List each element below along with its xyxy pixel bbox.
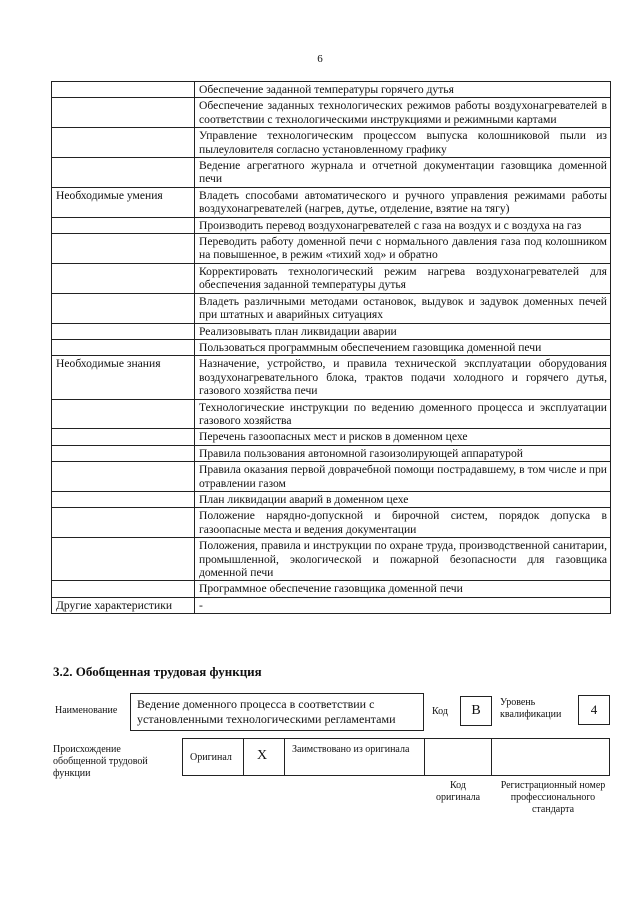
table-row bbox=[52, 429, 611, 445]
table-row bbox=[52, 293, 611, 323]
table-row bbox=[52, 597, 611, 613]
row-label bbox=[52, 98, 195, 128]
row-text: Обеспечение заданной температуры горячего дутья bbox=[195, 82, 611, 98]
row-label: Необходимые знания bbox=[52, 356, 195, 399]
competency-table bbox=[51, 81, 611, 614]
row-text: Перечень газоопасных мест и рисков в доменном цехе bbox=[195, 429, 611, 445]
row-label bbox=[52, 429, 195, 445]
name-label: Наименование bbox=[55, 705, 118, 716]
table-row bbox=[52, 187, 611, 217]
reg-number-caption: Регистрационный номер профессионального стандарта bbox=[500, 780, 606, 815]
row-text: Владеть способами автоматического и ручного управления режимами работы воздухонагревателей (нагрев, дутье, отделение, взятие на тягу) bbox=[195, 187, 611, 217]
divider bbox=[424, 738, 425, 776]
row-text: Управление технологическим процессом выпуска колошниковой пыли из пылеуловителя согласно установленному графику bbox=[195, 128, 611, 158]
table-row bbox=[52, 491, 611, 507]
row-label bbox=[52, 399, 195, 429]
table-row bbox=[52, 399, 611, 429]
table-row bbox=[52, 323, 611, 339]
table-row bbox=[52, 339, 611, 355]
divider bbox=[243, 738, 244, 776]
table-row bbox=[52, 263, 611, 293]
row-label bbox=[52, 491, 195, 507]
table-row bbox=[52, 128, 611, 158]
origin-label: Происхождение обобщенной трудовой функции bbox=[53, 744, 148, 779]
row-text: Владеть различными методами остановок, выдувок и задувок доменных печей при штатных и аварийных ситуациях bbox=[195, 293, 611, 323]
table-row bbox=[52, 581, 611, 597]
code-label: Код bbox=[432, 706, 448, 717]
code-original-caption: Код оригинала bbox=[435, 780, 481, 803]
table-row bbox=[52, 234, 611, 264]
borrowed-label: Заимствовано из оригинала bbox=[292, 744, 410, 755]
row-text: Правила пользования автономной газоизолирующей аппаратурой bbox=[195, 445, 611, 461]
row-label bbox=[52, 538, 195, 581]
row-text: Правила оказания первой доврачебной помощи пострадавшему, в том числе и при отравлении газом bbox=[195, 462, 611, 492]
row-label bbox=[52, 234, 195, 264]
row-text: Программное обеспечение газовщика доменной печи bbox=[195, 581, 611, 597]
row-label bbox=[52, 445, 195, 461]
row-label bbox=[52, 158, 195, 188]
table-row bbox=[52, 158, 611, 188]
row-label bbox=[52, 263, 195, 293]
original-label: Оригинал bbox=[190, 752, 232, 763]
original-checkmark: X bbox=[257, 748, 268, 763]
row-text: Ведение агрегатного журнала и отчетной документации газовщика доменной печи bbox=[195, 158, 611, 188]
row-text: Переводить работу доменной печи с нормального давления газа под колошником на повышенное, в режим «тихий ход» и обратно bbox=[195, 234, 611, 264]
row-label bbox=[52, 462, 195, 492]
table-row bbox=[52, 217, 611, 233]
row-label bbox=[52, 293, 195, 323]
row-label bbox=[52, 128, 195, 158]
table-row bbox=[52, 82, 611, 98]
row-label: Другие характеристики bbox=[52, 597, 195, 613]
page-number: 6 bbox=[317, 53, 323, 65]
code-value: В bbox=[460, 696, 492, 726]
row-label bbox=[52, 82, 195, 98]
row-text: Реализовывать план ликвидации аварии bbox=[195, 323, 611, 339]
table-row bbox=[52, 445, 611, 461]
row-text: Назначение, устройство, и правила технической эксплуатации оборудования воздухонагревательного блока, трактов подачи холодного и горячего дутья, газового хозяйства печи bbox=[195, 356, 611, 399]
row-label bbox=[52, 581, 195, 597]
divider bbox=[284, 738, 285, 776]
divider bbox=[491, 738, 492, 776]
row-text: Корректировать технологический режим нагрева воздухонагревателей для обеспечения заданной температуры дутья bbox=[195, 263, 611, 293]
table-row bbox=[52, 538, 611, 581]
level-value: 4 bbox=[578, 695, 610, 725]
row-label: Необходимые умения bbox=[52, 187, 195, 217]
row-text: План ликвидации аварий в доменном цехе bbox=[195, 491, 611, 507]
row-text: Положения, правила и инструкции по охране труда, производственной санитарии, промышленной, экологической и пожарной безопасности для газовщика доменной печи bbox=[195, 538, 611, 581]
table-row bbox=[52, 356, 611, 399]
row-label bbox=[52, 217, 195, 233]
table-row bbox=[52, 508, 611, 538]
row-label bbox=[52, 339, 195, 355]
row-text: Технологические инструкции по ведению доменного процесса и эксплуатации газового хозяйства bbox=[195, 399, 611, 429]
row-label bbox=[52, 323, 195, 339]
row-text: Производить перевод воздухонагревателей с газа на воздух и с воздуха на газ bbox=[195, 217, 611, 233]
row-text: Положение нарядно-допускной и бирочной систем, порядок допуска в газоопасные места и ведения документации bbox=[195, 508, 611, 538]
row-label bbox=[52, 508, 195, 538]
row-text: Пользоваться программным обеспечением газовщика доменной печи bbox=[195, 339, 611, 355]
row-text: - bbox=[195, 597, 611, 613]
row-text: Обеспечение заданных технологических режимов работы воздухонагревателей в соответствии с технологическими инструкциями и режимными картами bbox=[195, 98, 611, 128]
table-row bbox=[52, 98, 611, 128]
table-row bbox=[52, 462, 611, 492]
name-value: Ведение доменного процесса в соответствии с установленными технологическими регламентами bbox=[130, 693, 424, 731]
level-label: Уровень квалификации bbox=[500, 697, 562, 720]
section-heading: 3.2. Обобщенная трудовая функция bbox=[53, 664, 262, 679]
